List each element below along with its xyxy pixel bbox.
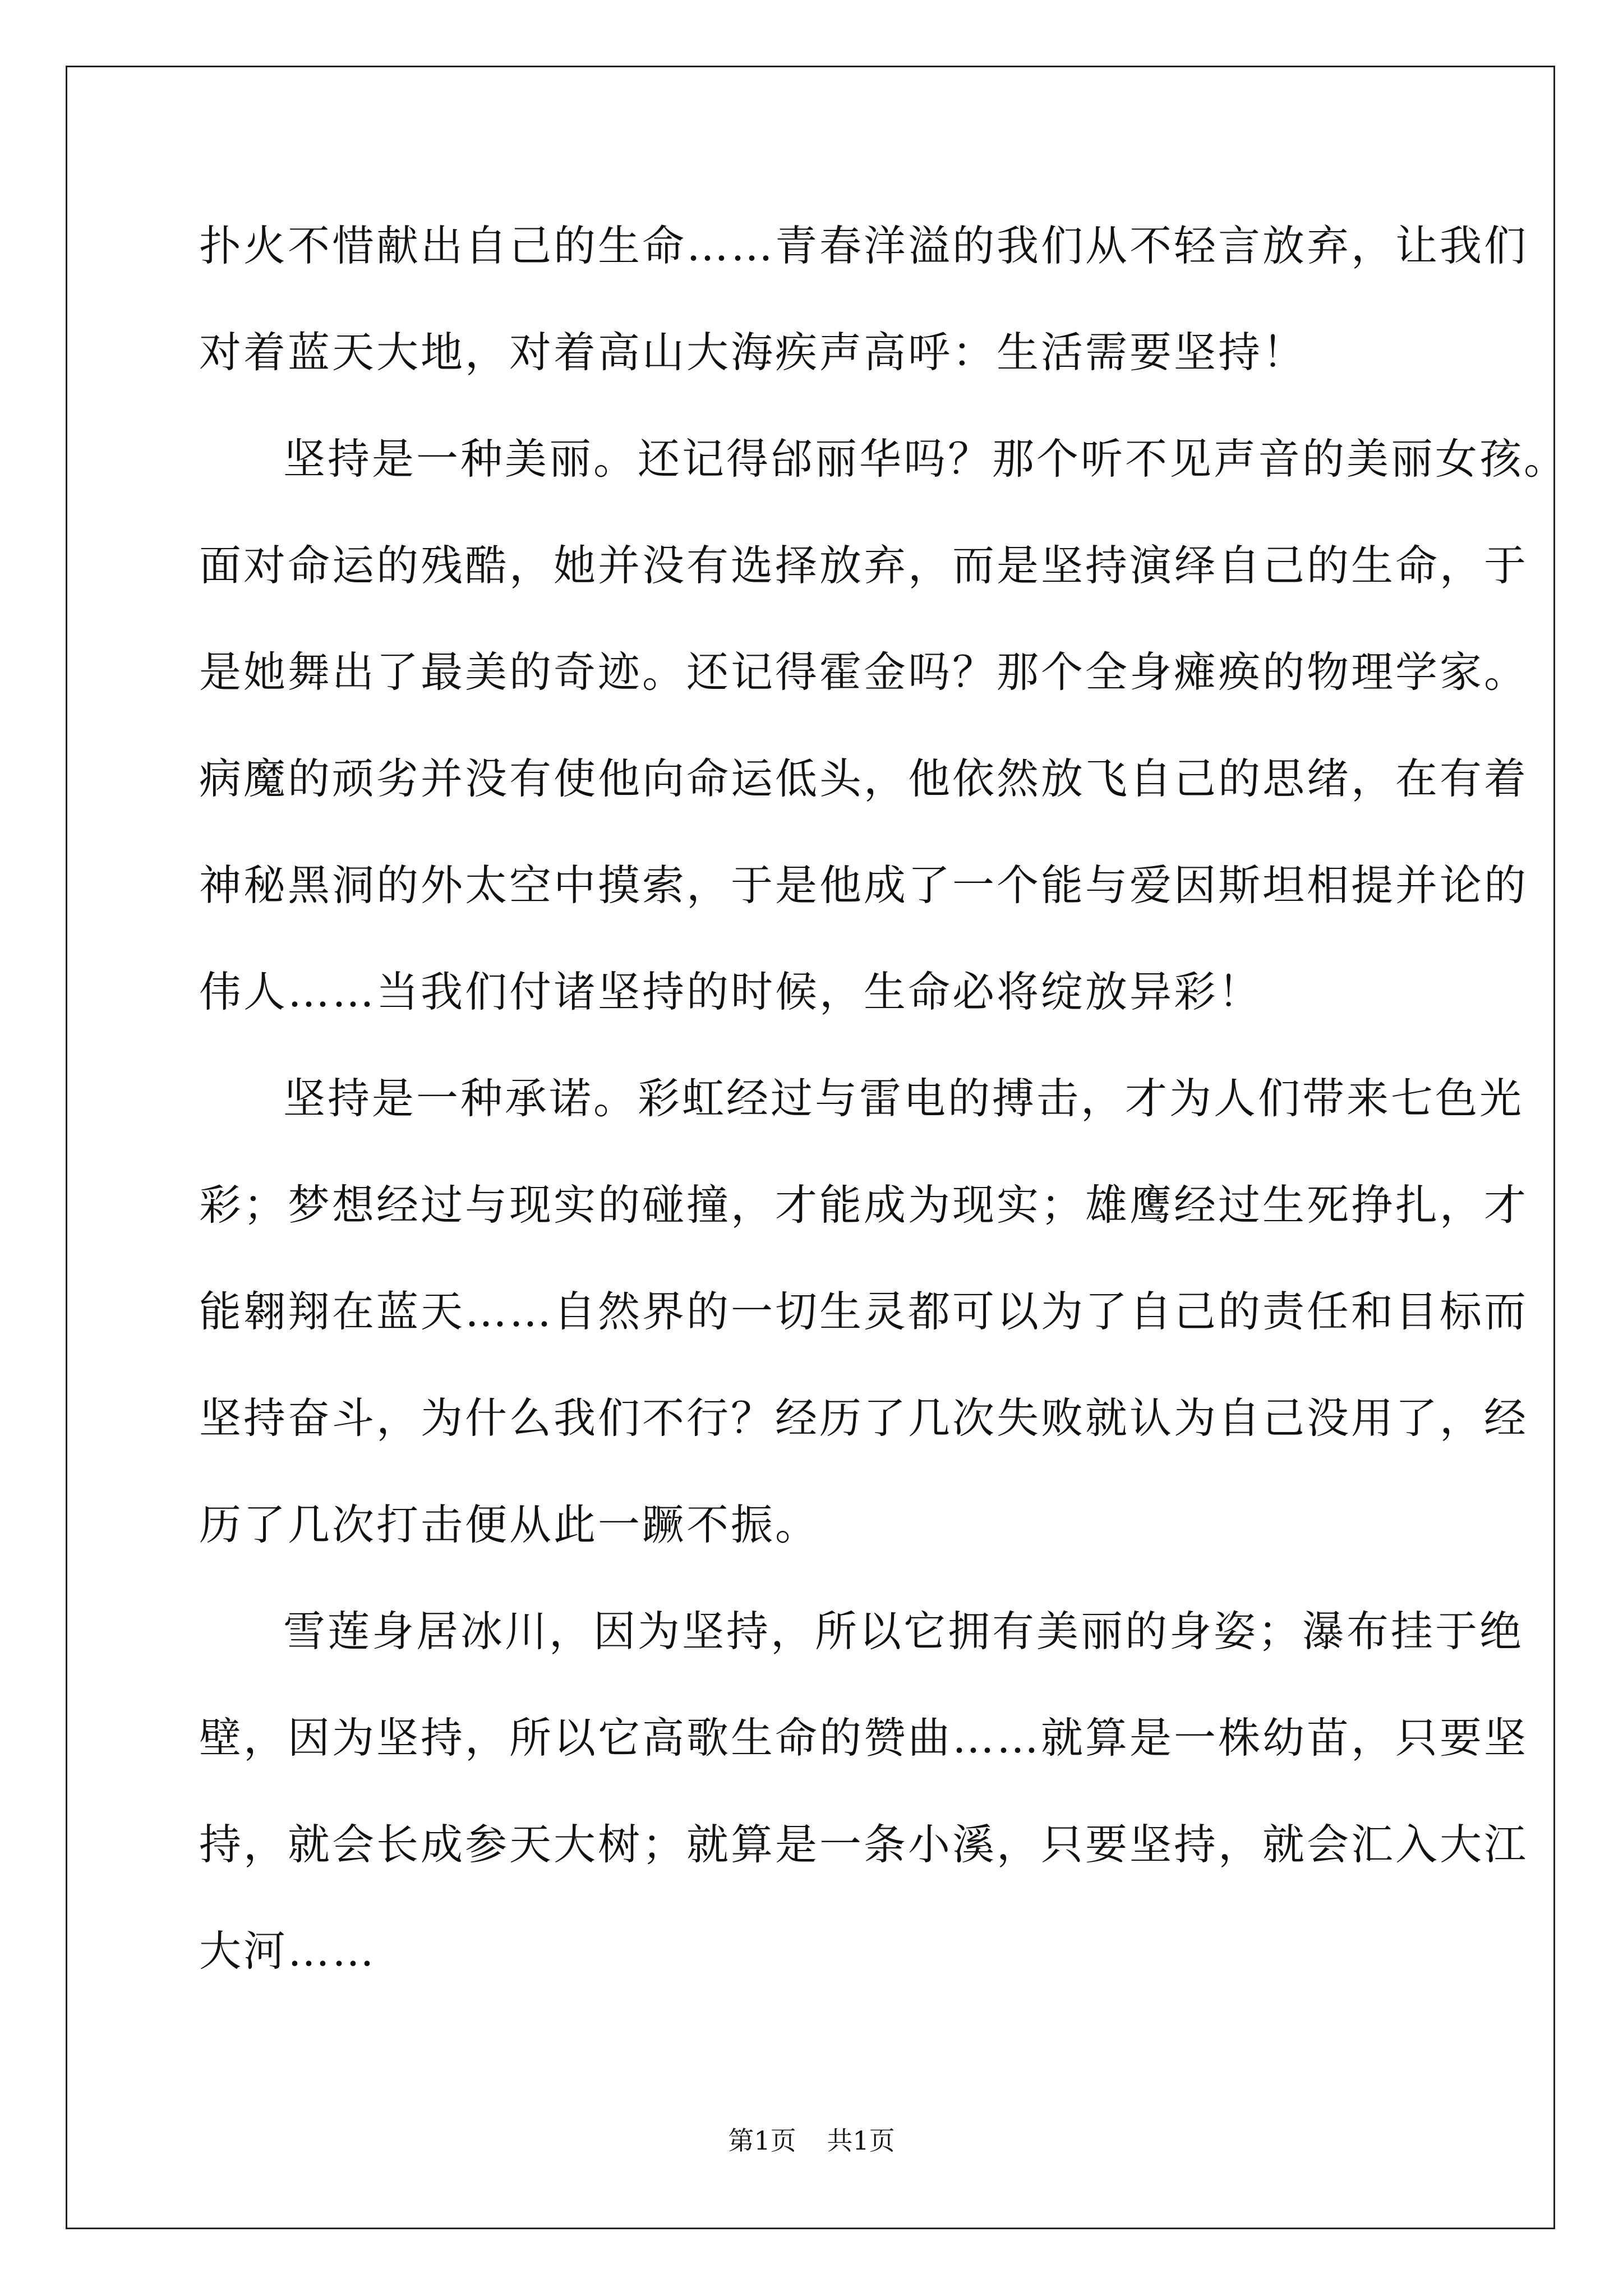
- text-line-15: 壁，因为坚持，所以它高歌生命的赞曲……就算是一株幼苗，只要坚: [199, 1713, 1529, 1763]
- text-line-12: 坚持奋斗，为什么我们不行？经历了几次失败就认为自己没用了，经: [199, 1393, 1529, 1443]
- page-footer: [0, 2120, 1623, 2157]
- text-line-6: 病魔的顽劣并没有使他向命运低头，他依然放飞自己的思绪，在有着: [199, 754, 1529, 803]
- text-line-3: 坚持是一种美丽。还记得邰丽华吗？那个听不见声音的美丽女孩。: [283, 434, 1569, 484]
- text-line-10: 彩；梦想经过与现实的碰撞，才能成为现实；雄鹰经过生死挣扎，才: [199, 1180, 1529, 1230]
- text-line-11: 能翱翔在蓝天……自然界的一切生灵都可以为了自己的责任和目标而: [199, 1287, 1529, 1336]
- text-line-14: 雪莲身居冰川，因为坚持，所以它拥有美丽的身姿；瀑布挂于绝: [283, 1607, 1524, 1656]
- text-line-5: 是她舞出了最美的奇迹。还记得霍金吗？那个全身瘫痪的物理学家。: [199, 647, 1529, 697]
- text-line-2: 对着蓝天大地，对着高山大海疾声高呼：生活需要坚持！: [199, 328, 1307, 377]
- text-line-16: 持，就会长成参天大树；就算是一条小溪，只要坚持，就会汇入大江: [199, 1820, 1529, 1869]
- text-line-7: 神秘黑洞的外太空中摸索，于是他成了一个能与爱因斯坦相提并论的: [199, 861, 1529, 910]
- text-line-8: 伟人……当我们付诸坚持的时候，生命必将绽放异彩！: [199, 967, 1263, 1016]
- text-line-13: 历了几次打击便从此一蹶不振。: [199, 1500, 820, 1549]
- text-line-1: 扑火不惜献出自己的生命……青春洋溢的我们从不轻言放弃，让我们: [199, 221, 1529, 270]
- text-line-9: 坚持是一种承诺。彩虹经过与雷电的搏击，才为人们带来七色光: [283, 1074, 1524, 1123]
- page-total: 共1页: [827, 2125, 895, 2156]
- page-number: 第1页: [728, 2125, 796, 2156]
- page-border: [66, 66, 1555, 2229]
- text-line-17: 大河……: [199, 1926, 377, 1976]
- text-line-4: 面对命运的残酷，她并没有选择放弃，而是坚持演绎自己的生命，于: [199, 541, 1529, 590]
